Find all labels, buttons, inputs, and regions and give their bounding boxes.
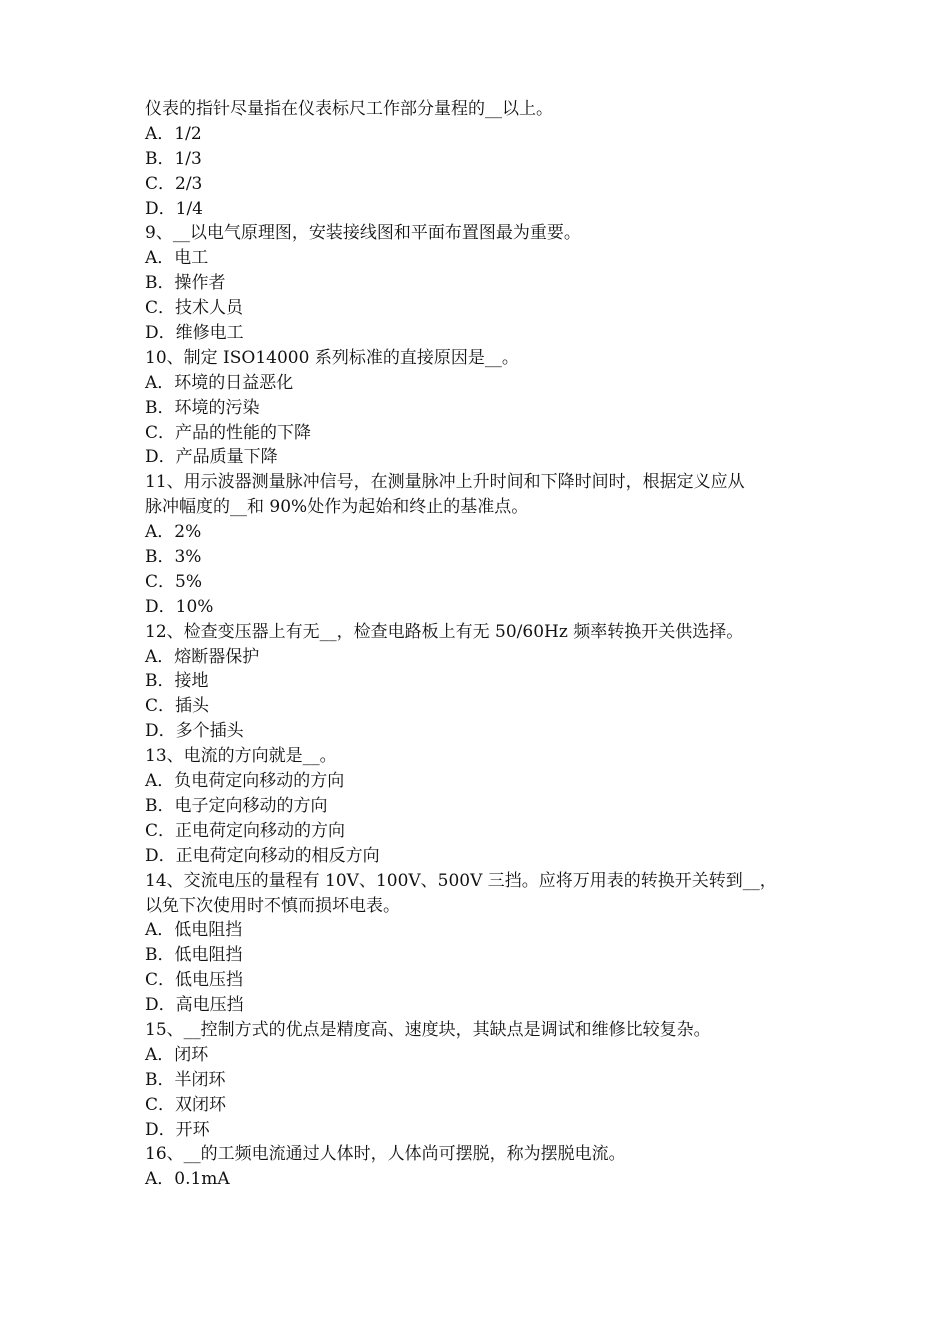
text-line: A．2% — [145, 522, 202, 543]
text-line: 12、检查变压器上有无__，检查电路板上有无 50/60Hz 频率转换开关供选择。 — [145, 621, 744, 642]
text-line: D．10% — [145, 596, 214, 617]
text-line: C．2/3 — [145, 173, 203, 194]
text-line: 16、__的工频电流通过人体时，人体尚可摆脱，称为摆脱电流。 — [145, 1144, 626, 1165]
text-line: 9、__以电气原理图，安装接线图和平面布置图最为重要。 — [145, 223, 581, 244]
text-line: C．低电压挡 — [145, 970, 244, 991]
text-line: C．正电荷定向移动的方向 — [145, 820, 346, 841]
text-line: D．维修电工 — [145, 323, 244, 344]
text-line: A．负电荷定向移动的方向 — [145, 771, 345, 792]
text-line: C．5% — [145, 571, 202, 592]
text-line: B．接地 — [145, 671, 209, 692]
text-line: B．电子定向移动的方向 — [145, 795, 328, 816]
text-line: 15、__控制方式的优点是精度高、速度块，其缺点是调试和维修比较复杂。 — [145, 1019, 711, 1040]
text-line: B．3% — [145, 547, 202, 568]
document-body — [145, 97, 825, 1192]
text-line: 以免下次使用时不慎而损坏电表。 — [145, 895, 400, 916]
text-line: 脉冲幅度的__和 90%处作为起始和终止的基准点。 — [145, 497, 529, 518]
text-line: D．高电压挡 — [145, 995, 244, 1016]
text-line: C．双闭环 — [145, 1094, 227, 1115]
text-line: A．电工 — [145, 248, 209, 269]
text-line: B．半闭环 — [145, 1069, 226, 1090]
text-line: A．闭环 — [145, 1044, 209, 1065]
text-line: D．正电荷定向移动的相反方向 — [145, 845, 380, 866]
text-line: A．环境的日益恶化 — [145, 372, 294, 393]
text-line: A．低电阻挡 — [145, 920, 243, 941]
text-line: 仪表的指针尽量指在仪表标尺工作部分量程的__以上。 — [145, 99, 553, 119]
text-line: D．开环 — [145, 1119, 210, 1140]
text-line: D．多个插头 — [145, 721, 244, 742]
text-line: B．操作者 — [145, 273, 226, 294]
text-line: D．产品质量下降 — [145, 447, 278, 468]
text-line: A．熔断器保护 — [145, 646, 260, 667]
text-line: A．1/2 — [145, 123, 202, 144]
text-line: 10、制定 ISO14000 系列标准的直接原因是__。 — [145, 347, 519, 368]
text-line: D．1/4 — [145, 198, 203, 219]
text-line: 13、电流的方向就是__。 — [145, 746, 337, 767]
text-line: C．技术人员 — [145, 298, 244, 319]
text-line: C．产品的性能的下降 — [145, 422, 312, 443]
text-line: B．1/3 — [145, 148, 202, 169]
text-line: A．0.1mA — [145, 1169, 230, 1190]
text-line: B．环境的污染 — [145, 397, 260, 418]
text-line: B．低电阻挡 — [145, 945, 243, 966]
text-line: C．插头 — [145, 696, 210, 717]
text-line: 11、用示波器测量脉冲信号，在测量脉冲上升时间和下降时间时，根据定义应从 — [145, 472, 745, 493]
text-line: 14、交流电压的量程有 10V、100V、500V 三挡。应将万用表的转换开关转到__， — [145, 870, 777, 891]
